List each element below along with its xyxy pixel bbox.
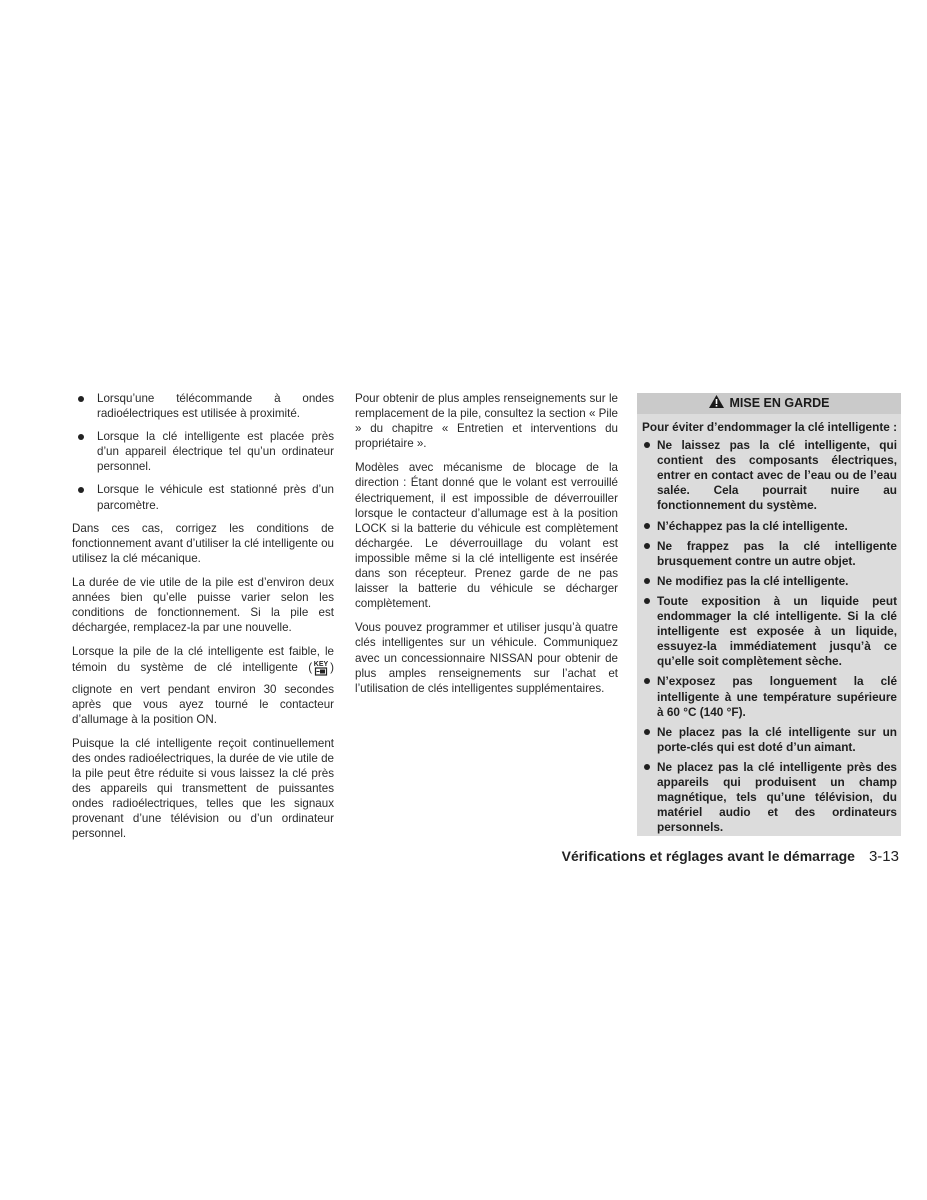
- warning-item: Toute exposition à un liquide peut endommager la clé intelligente. Si la clé intelligente est exposée à un liquide, essuyez-la immédiatement jusqu’à ce qu’elle soit complètement sèche.: [642, 594, 897, 669]
- left-column: [72, 391, 334, 850]
- warning-item: Ne frappez pas la clé intelligente brusquement contre un autre objet.: [642, 539, 897, 569]
- paragraph: Pour obtenir de plus amples renseignements sur le remplacement de la pile, consultez la section « Pile » du chapitre « Entretien et interventions du propriétaire ».: [355, 392, 618, 451]
- paragraph: Vous pouvez programmer et utiliser jusqu’à quatre clés intelligentes sur un véhicule. Communiquez avec un concessionnaire NISSAN pour obtenir de plus amples renseignements sur l’achat et l’utilisation de clés intelligentes supplémentaires.: [355, 621, 618, 695]
- list-item: Lorsque la clé intelligente est placée près d’un appareil électrique tel qu’un ordinateur personnel.: [72, 429, 334, 474]
- smart-key-indicator-icon: [314, 659, 328, 681]
- warning-body: [637, 414, 901, 835]
- warning-item: Ne placez pas la clé intelligente sur un porte-clés qui est doté d’un aimant.: [642, 725, 897, 755]
- paragraph-text: Lorsque la pile de la clé intelligente est faible, le témoin du système de clé intelligente (: [72, 645, 334, 675]
- list-item: Lorsque le véhicule est stationné près d’un parcomètre.: [72, 482, 334, 512]
- warning-item: Ne modifiez pas la clé intelligente.: [642, 574, 897, 589]
- paragraph: Puisque la clé intelligente reçoit continuellement des ondes radioélectriques, la durée de vie utile de la pile peut être réduite si vous laissez la clé près des appareils qui transmettent de puissantes ondes radioélectriques, telles que les signaux provenant d’une télévision ou d’un ordinateur personnel.: [72, 736, 334, 841]
- warning-item: Ne laissez pas la clé intelligente, qui contient des composants électriques, entrer en contact avec de l’eau ou de l’eau salée. Cela pourrait nuire au fonctionnement du système.: [642, 438, 897, 513]
- conditions-list: [72, 391, 334, 513]
- paragraph: Dans ces cas, corrigez les conditions de fonctionnement avant d’utiliser la clé intelligente ou utilisez la clé mécanique.: [72, 521, 334, 565]
- section-title: Vérifications et réglages avant le démarrage: [561, 848, 855, 864]
- paragraph: La durée de vie utile de la pile est d’environ deux années bien qu’elle puisse varier selon les conditions de fonctionnement. Si la pile est déchargée, remplacez-la par une nouvelle.: [72, 575, 334, 635]
- warning-item: Ne placez pas la clé intelligente près des appareils qui produisent un champ magnétique, tels qu’une télévision, du matériel audio et des ordinateurs personnels.: [642, 760, 897, 835]
- warning-item: N’échappez pas la clé intelligente.: [642, 519, 897, 534]
- warning-triangle-icon: [708, 394, 729, 413]
- middle-column: [355, 391, 618, 705]
- warning-intro: Pour éviter d’endommager la clé intelligente :: [642, 420, 898, 434]
- paragraph: Modèles avec mécanisme de blocage de la direction : Étant donné que le volant est verrouillé électriquement, il est impossible de déverrouiller lorsque le contacteur d’allumage est à la position LOCK si la batterie du véhicule est complètement déchargée. Le déverrouillage du volant est impossible même si la clé intelligente est insérée dans son récepteur. Prenez garde de ne pas laisser la batterie du véhicule se décharger complètement.: [355, 461, 618, 611]
- key-icon-label: KEY: [314, 661, 329, 669]
- warning-title: MISE EN GARDE: [729, 395, 830, 410]
- warning-list: [642, 438, 897, 835]
- list-item: Lorsqu’une télécommande à ondes radioélectriques est utilisée à proximité.: [72, 391, 334, 421]
- warning-item: N’exposez pas longuement la clé intelligente à une température supérieure à 60 °C (140 °F).: [642, 674, 897, 719]
- warning-header: [637, 393, 901, 414]
- warning-box: [637, 393, 901, 836]
- paragraph-text: ) clignote en vert pendant environ 30 secondes après que vous ayez tourné le contacteur d’allumage à la position ON.: [72, 661, 334, 726]
- page-footer: [562, 848, 899, 865]
- paragraph-key-indicator: [72, 644, 334, 726]
- page-number: 3-13: [868, 848, 899, 865]
